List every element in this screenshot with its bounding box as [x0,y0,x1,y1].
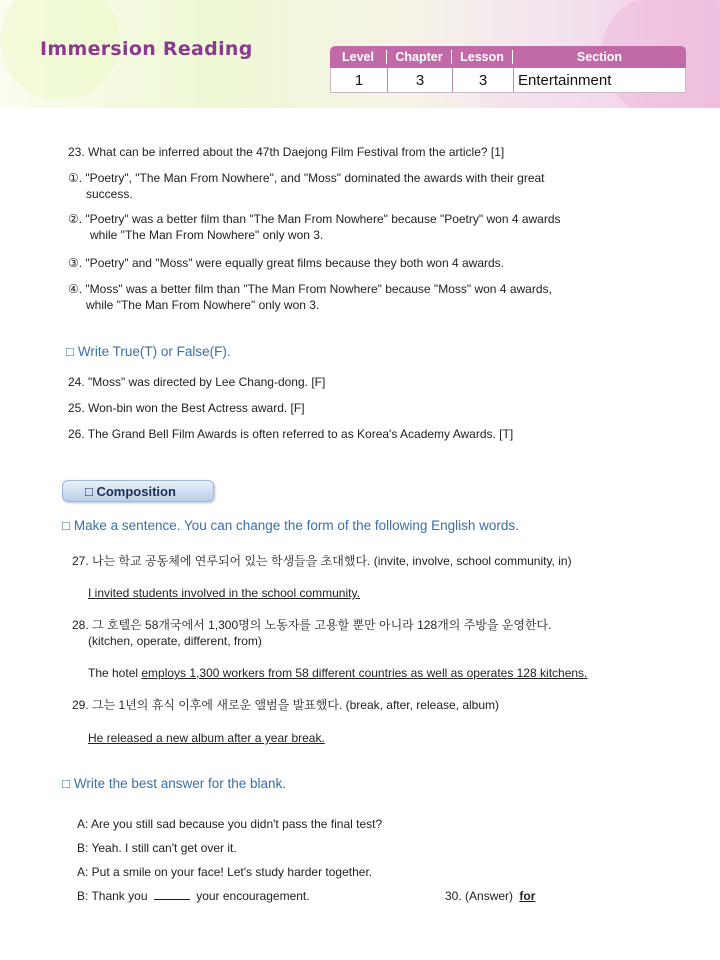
nav-value-chapter: 3 [415,71,425,89]
q29-answer: He released a new album after a year break. [88,731,325,745]
answer-30-value: for [519,889,536,903]
nav-label-lesson: Lesson [460,50,504,64]
q28-answer-prefix: The hotel [88,666,142,680]
nav-label-section: Section [576,50,623,64]
answer-30-label: 30. (Answer) [445,889,514,903]
q27-prompt: 27. 나는 학교 공동체에 연루되어 있는 학생들을 초대했다. (invite, involve, school community, in) [72,554,572,568]
blank-instruction: □ Write the best answer for the blank. [62,776,287,791]
dialog-line-4 [77,888,310,904]
tf-item-25: 25. Won-bin won the Best Actress award. [F] [68,401,305,415]
nav-label-level: Level [342,50,374,64]
q28-hint: (kitchen, operate, different, from) [88,634,262,648]
nav-header-row [330,46,686,68]
option-2-line1: ②. "Poetry" was a better film than "The Man From Nowhere" because "Poetry" won 4 awards [68,212,561,226]
dialog-line-3: A: Put a smile on your face! Let's study harder together. [77,865,373,879]
tf-instruction: □ Write True(T) or False(F). [66,344,231,359]
nav-label-chapter: Chapter [395,50,443,64]
dialog-line-4-before: B: Thank you [77,889,148,903]
option-2-line2: while "The Man From Nowhere" only won 3. [90,228,324,242]
tf-item-24: 24. "Moss" was directed by Lee Chang-dong. [F] [68,375,326,389]
option-1-line1: ①. "Poetry", "The Man From Nowhere", and "Moss" dominated the awards with their great [68,171,545,185]
header-banner [0,0,720,108]
q28-answer: employs 1,300 workers from 58 different countries as well as operates 128 kitchens. [141,666,588,680]
option-4 [68,281,552,313]
nav-value-level: 1 [354,71,364,89]
question-23: 23. What can be inferred about the 47th Daejong Film Festival from the article? [1] [68,145,505,159]
q29-prompt: 29. 그는 1년의 휴식 이후에 새로운 앨범을 발표했다. (break, after, release, album) [72,698,500,712]
logo: Immersion Reading [40,38,253,60]
composition-instruction: □ Make a sentence. You can change the form of the following English words. [62,518,519,533]
answer-30 [445,888,535,904]
nav-value-lesson: 3 [478,71,488,89]
nav-value-row [330,68,686,93]
composition-button[interactable]: □ Composition [62,480,214,502]
answer-blank [154,888,190,900]
option-3 [68,255,504,271]
nav-value-section: Entertainment [518,71,612,89]
q28-answer-line [88,665,587,681]
q28-prompt: 28. 그 호텔은 58개국에서 1,300명의 노동자를 고용할 뿐만 아니라 128개의 주방을 운영한다. [72,618,552,632]
dialog-line-4-after: your encouragement. [196,889,310,903]
option-4-line1: ④. "Moss" was a better film than "The Man From Nowhere" because "Moss" won 4 awards, [68,282,552,296]
option-3-line1: ③. "Poetry" and "Moss" were equally great films because they both won 4 awards. [68,256,505,270]
tf-item-26: 26. The Grand Bell Film Awards is often referred to as Korea's Academy Awards. [T] [68,427,514,441]
option-2 [68,211,561,243]
option-1-line2: success. [86,187,133,201]
lesson-nav [330,46,686,93]
option-1 [68,170,545,202]
q27-answer: I invited students involved in the school community. [88,586,360,600]
dialog-line-1: A: Are you still sad because you didn't pass the final test? [77,817,383,831]
dialog-line-2: B: Yeah. I still can't get over it. [77,841,237,855]
option-4-line2: while "The Man From Nowhere" only won 3. [86,298,320,312]
